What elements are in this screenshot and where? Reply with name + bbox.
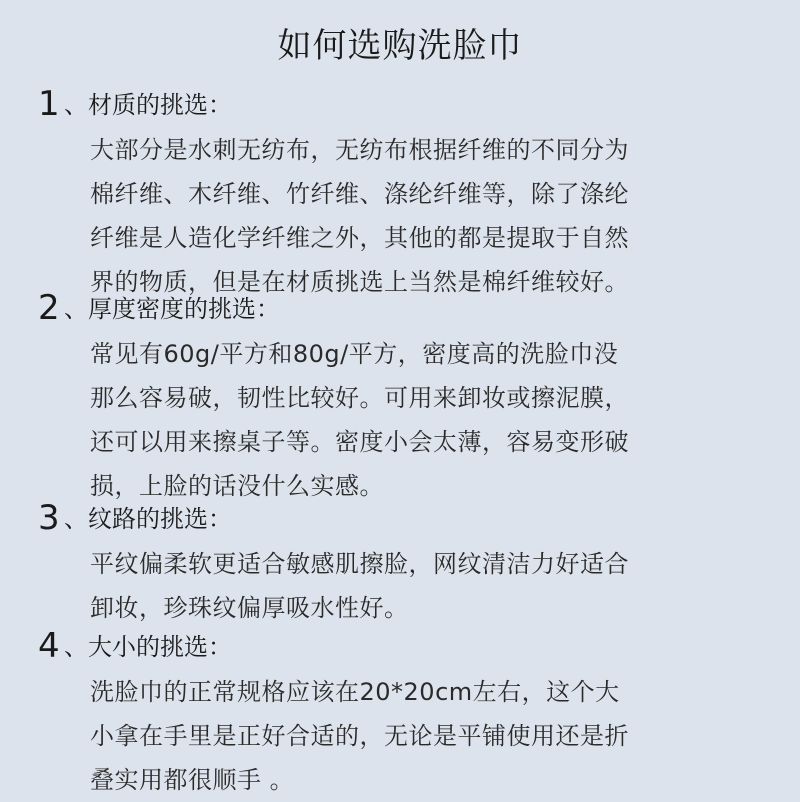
body-line: 卸妆，珍珠纹偏厚吸水性好。 bbox=[90, 594, 409, 622]
body-line: 常见有60g/平方和80g/平方，密度高的洗脸巾没 bbox=[90, 340, 619, 368]
section-number: 3 bbox=[38, 498, 60, 538]
body-line: 大部分是水刺无纺布，无纺布根据纤维的不同分为 bbox=[90, 136, 629, 164]
page-title: 如何选购洗脸巾 bbox=[277, 26, 523, 66]
section-heading-text: 、纹路的挑选： bbox=[64, 505, 232, 533]
section-body bbox=[0, 128, 730, 304]
body-line: 平纹偏柔软更适合敏感肌擦脸，网纹清洁力好适合 bbox=[90, 550, 629, 578]
body-line: 界的物质，但是在材质挑选上当然是棉纤维较好。 bbox=[90, 268, 629, 296]
section-heading-text: 、厚度密度的挑选： bbox=[64, 295, 280, 323]
section-heading-text: 、大小的挑选： bbox=[64, 633, 232, 661]
section-body bbox=[0, 332, 730, 508]
body-line: 纤维是人造化学纤维之外，其他的都是提取于自然 bbox=[90, 224, 629, 252]
section-heading-text: 、材质的挑选： bbox=[64, 91, 232, 119]
section-number: 4 bbox=[38, 626, 60, 666]
body-line: 损，上脸的话没什么实感。 bbox=[90, 472, 384, 500]
section-material bbox=[0, 80, 800, 304]
section-heading bbox=[0, 80, 800, 128]
body-line: 洗脸巾的正常规格应该在20*20cm左右，这个大 bbox=[90, 678, 620, 706]
body-line: 叠实用都很顺手 。 bbox=[90, 766, 295, 794]
section-body bbox=[0, 670, 730, 802]
section-number: 2 bbox=[38, 288, 60, 328]
body-line: 小拿在手里是正好合适的，无论是平铺使用还是折 bbox=[90, 722, 629, 750]
section-heading bbox=[0, 284, 800, 332]
section-heading bbox=[0, 622, 800, 670]
section-heading bbox=[0, 494, 800, 542]
section-thickness-density bbox=[0, 284, 800, 508]
section-texture bbox=[0, 494, 800, 630]
section-number: 1 bbox=[38, 84, 60, 124]
section-body bbox=[0, 542, 730, 630]
section-size bbox=[0, 622, 800, 802]
body-line: 还可以用来擦桌子等。密度小会太薄，容易变形破 bbox=[90, 428, 629, 456]
body-line: 棉纤维、木纤维、竹纤维、涤纶纤维等，除了涤纶 bbox=[90, 180, 629, 208]
body-line: 那么容易破，韧性比较好。可用来卸妆或擦泥膜， bbox=[90, 384, 629, 412]
